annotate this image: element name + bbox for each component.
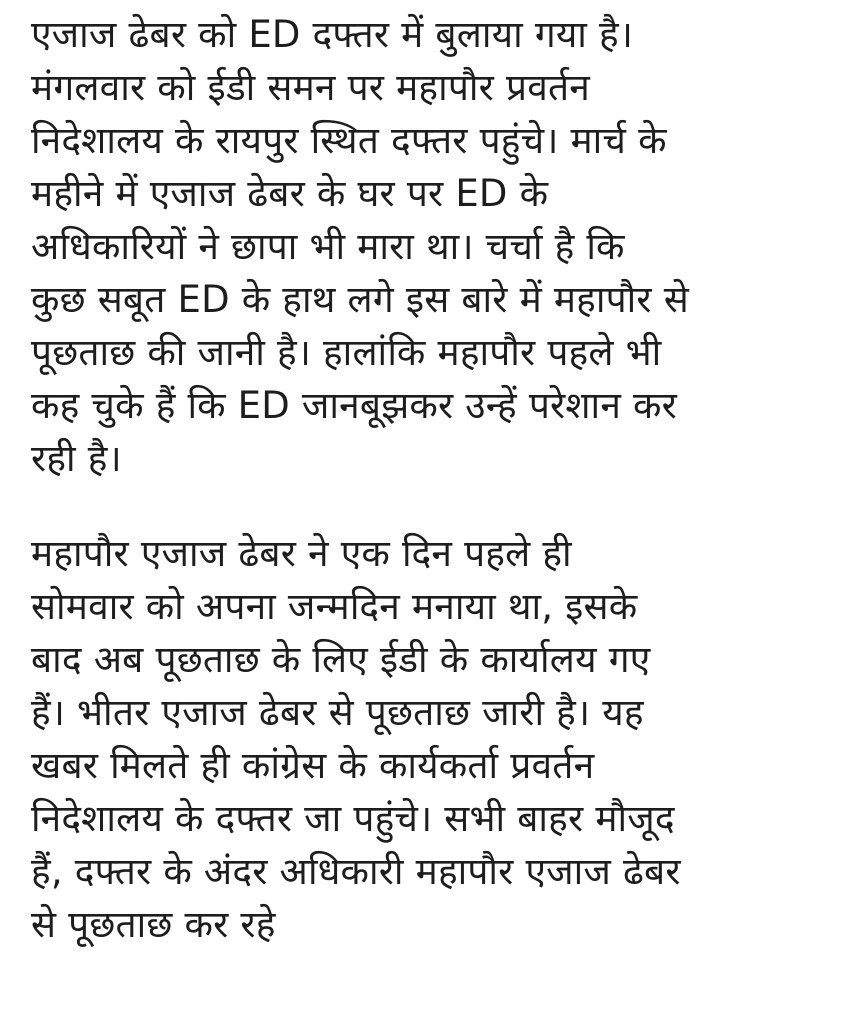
text-line: पूछताछ की जानी है। हालांकि महापौर पहले भी	[31, 331, 662, 374]
paragraph-2	[31, 527, 841, 951]
paragraph-gap	[31, 485, 841, 527]
text-line: हैं, दफ्तर के अंदर अधिकारी महापौर एजाज ढेबर	[31, 850, 681, 893]
text-line: सोमवार को अपना जन्मदिन मनाया था, इसके	[31, 585, 638, 628]
text-line: कुछ सबूत ED के हाथ लगे इस बारे में महापौर से	[31, 278, 689, 321]
text-line: खबर मिलते ही कांग्रेस के कार्यकर्ता प्रवर्तन	[31, 744, 595, 787]
article-body	[31, 8, 841, 951]
text-line: एजाज ढेबर को ED दफ्तर में बुलाया गया है।	[31, 13, 634, 56]
text-line: निदेशालय के रायपुर स्थित दफ्तर पहुंचे। मार्च के	[31, 119, 667, 162]
paragraph-1	[31, 8, 841, 485]
text-line: रही है।	[31, 437, 122, 480]
text-line: महीने में एजाज ढेबर के घर पर ED के	[31, 172, 549, 215]
text-line: से पूछताछ कर रहे	[31, 903, 276, 946]
text-line: हैं। भीतर एजाज ढेबर से पूछताछ जारी है। यह	[31, 691, 644, 734]
text-line: कह चुके हैं कि ED जानबूझकर उन्हें परेशान कर	[31, 384, 677, 427]
text-line: महापौर एजाज ढेबर ने एक दिन पहले ही	[31, 532, 572, 575]
text-line: निदेशालय के दफ्तर जा पहुंचे। सभी बाहर मौजूद	[31, 797, 675, 840]
text-line: मंगलवार को ईडी समन पर महापौर प्रवर्तन	[31, 66, 591, 109]
text-line: बाद अब पूछताछ के लिए ईडी के कार्यालय गए	[31, 638, 651, 681]
text-line: अधिकारियों ने छापा भी मारा था। चर्चा है कि	[31, 225, 625, 268]
